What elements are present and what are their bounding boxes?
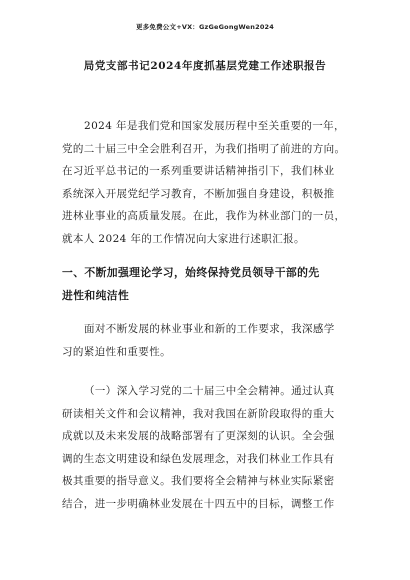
paragraph-line: 结合，进一步明确林业发展在十四五中的目标，调整工作 <box>62 497 335 510</box>
page-title: 局党支部书记2024年度抓基层党建工作述职报告 <box>83 60 327 72</box>
paragraph-line: 就本人 2024 年的工作情况向大家进行述职汇报。 <box>62 232 305 245</box>
paragraph-line: 进林业事业的高质量发展。在此，我作为林业部门的一员， <box>62 210 346 222</box>
header-note: 更多免费公文+VX：GzGeGongWen2024 <box>136 23 274 31</box>
heading-line: 一、不断加强理论学习，始终保持党员领导干部的先 <box>62 266 320 279</box>
paragraph-line: 极其重要的指导意义。我们要将全会精神与林业实际紧密 <box>62 475 335 487</box>
paragraph-line: 系统深入开展党纪学习教育，不断加强自身建设，积极推 <box>62 187 335 200</box>
paragraph-line: （一）深入学习党的二十届三中全会精神。通过认真 <box>84 385 335 397</box>
intro-paragraph <box>62 115 352 250</box>
paragraph-line: 面对不断发展的林业事业和新的工作要求，我深感学 <box>84 323 335 335</box>
paragraph-line: 习的紧迫性和重要性。 <box>62 345 171 358</box>
heading-line: 进性和纯洁性 <box>62 288 130 302</box>
section-paragraph <box>62 380 352 515</box>
paragraph-line: 在习近平总书记的一系列重要讲话精神指引下，我们林业 <box>62 165 335 177</box>
section-paragraph <box>62 318 352 363</box>
paragraph-line: 2024 年是我们党和国家发展历程中至关重要的一年， <box>84 120 345 132</box>
paragraph-line: 成就以及未来发展的战略部署有了更深刻的认识。全会强 <box>62 430 335 442</box>
section-heading <box>62 262 362 307</box>
paragraph-line: 研读相关文件和会议精神，我对我国在新阶段取得的重大 <box>62 407 335 420</box>
paragraph-line: 党的二十届三中全会胜利召开，为我们指明了前进的方向。 <box>62 142 346 155</box>
paragraph-line: 调的生态文明建设和绿色发展理念，对我们林业工作具有 <box>62 452 335 465</box>
